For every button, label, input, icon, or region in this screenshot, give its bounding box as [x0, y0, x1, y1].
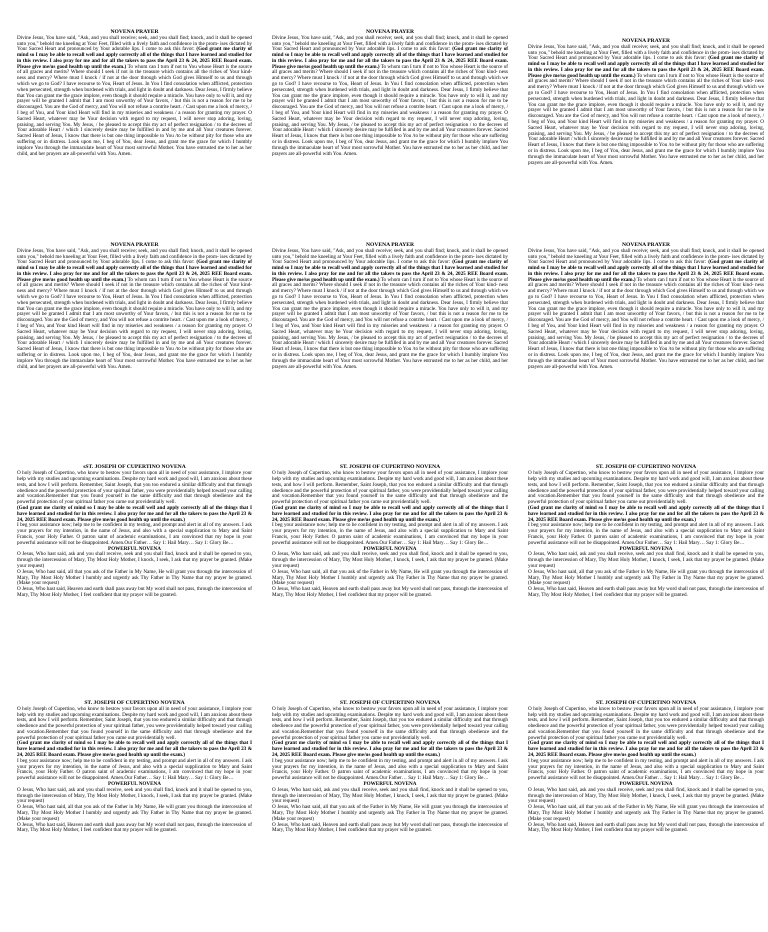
- joseph-intro: O holy Joseph of Cupertino, who know to bestow your favors upon all in need of your assistance, I implore your help with my studies and upcoming examinations. Despite my hard work and good will, I am anxious about these tests, and how I will perform. Remember, Saint Joseph, that you too endured a similar difficulty and that through obedience and the powerful protection of your spiritual father, you were providentially helped toward your calling and vocation.Remember that you found yourself in the same difficulty and that through obedience and the powerful protection of your spiritual father you came out providentially well.: [17, 705, 252, 741]
- powerful-novena-p3: O Jesus, Who hast said, Heaven and earth shall pass away but My word shall not pass, through the intercession of Mary, Thy Most Holy Mother, I feel confident that my prayer will be granted.: [17, 586, 252, 598]
- powerful-novena-subtitle: POWERFUL NOVENA: [108, 781, 161, 788]
- powerful-novena-p1: O Jesus, Who hast said, ask and you shall receive, seek and you shall find, knock and it shall be opened to you, through the intercession of Mary, Thy Most Holy Mother, I knock, I seek, I ask that my prayer be granted. (Make your request): [528, 551, 764, 569]
- novena-text: Divine Jesus, You have said, "Ask, and you shall receive; seek, and you shall find; knock, and it shall be opened unto you," behold me kneeling at Your Feet, filled with a lively faith and confidence in the prom- ises dictated by Your Sacred Heart and pronounced by Your adorable lips. I come to ask this favor: (God grant me clarity of mind so I may be able to recall well and apply correctly all of the things that I have learned and studied for in this review. I also pray for me and for all the takers to pass the April 23 & 24, 2025 REE Board exam. Please give me/us good health up until the exam.) To whom can I turn if not to You whose Heart is the source of all graces and merits? Where should I seek if not in the treasure which contains all the riches of Your kind- ness and mercy? Where must I knock / if not at the door through which God gives Himself to us and through which we go to God? I have recourse to You, Heart of Jesus. In You I find consolation when afflicted, protection when persecuted, strength when burdened with trials, and light in doubt and darkness. Dear Jesus, I firmly believe that You can grant me the grace implore, even though it should require a miracle. You have only to will it, and my prayer will be granted I admit that I am most unworthy of Your favors, / but this is not a reason for me to be discouraged. You are the God of mercy, and You will not refuse a contrite heart. / Cast upon me a look of mercy, / I beg of You, and Your kind Heart will find in my miseries and weakness / a reason for granting my prayer. O Sacred Heart, whatever may be Your decision with regard to my request, I will never stop adoring, loving, praising, and serving You. My Jesus, / be pleased to accept this my act of perfect resignation / to the decrees of Your adorable Heart / which I sincerely desire may be fulfilled in and by me and all Your creatures forever. Sacred Heart of Jesus, I know that there is but one thing impossible to You /to be without pity for those who are suffering or in distress. Look upon me, I beg of You, dear Jesus, and grant me the grace for which I humbly implore You through the immaculate heart of Your most sorrowful Mother. You have entrusted me to her as her child, and her prayers are all-powerful with You. Amen.: [272, 34, 508, 157]
- joseph-intro: O holy Joseph of Cupertino, who know to bestow your favors upon all in need of your assistance, I implore your help with my studies and upcoming examinations. Despite my hard work and good will, I am anxious about these tests, and how I will perform. Remember, Saint Joseph, that you too endured a similar difficulty and that through obedience and the powerful protection of your spiritual father, you were providentially helped toward your calling and vocation.Remember that you found yourself in the same difficulty and that through obedience and the powerful protection of your spiritual father you came out providentially well.: [272, 705, 508, 741]
- powerful-novena-p1: O Jesus, Who hast said, ask and you shall receive, seek and you shall find, knock and it shall be opened to you, through the intercession of Mary, Thy Most Holy Mother, I knock, I seek, I ask that my prayer be granted. (Make your request): [528, 786, 764, 805]
- powerful-novena-p3: O Jesus, Who hast said, Heaven and earth shall pass away but My word shall not pass, through the intercession of Mary, Thy Most Holy Mother, I feel confident that my prayer will be granted.: [17, 821, 252, 834]
- joseph-intro: O holy Joseph of Cupertino, who know to bestow your favors upon all in need of your assistance, I implore your help with my studies and upcoming examinations. Despite my hard work and good will, I am anxious about these tests, and how I will perform. Remember, Saint Joseph, that you too endured a similar difficulty and that through obedience and the powerful protection of your spiritual father, you were providentially helped toward your calling and vocation.Remember that you found yourself in the same difficulty and that through obedience and the powerful protection of your spiritual father you came out providentially well.: [528, 705, 764, 741]
- joseph-title: ST. JOSEPH OF CUPERTINO NOVENA: [339, 464, 441, 470]
- joseph-prayer-block: [272, 464, 508, 674]
- joseph-intention: (God grant me clarity of mind so I may be able to recall well and apply correctly all of the things that I have learned and studied for in this review. I also pray for me and for all the takers to pass the April 23 & 24, 2025 REE Board exam. Please give me/us good health up until the exam.): [272, 740, 508, 759]
- powerful-novena-p3: O Jesus, Who hast said, Heaven and earth shall pass away but My word shall not pass, through the intercession of Mary, Thy Most Holy Mother, I feel confident that my prayer will be granted.: [272, 821, 508, 834]
- joseph-body: I beg your assistance now; help me to be confident in my testing, and prompt and alert in all of my answers. I ask your prayers for my intention, in the name of Jesus, and also with a special supplication to Mary and Saint Francis, your Holy Father. O patron saint of academic examinations, I am convinced that my hope in your powerful assistance will not be disappointed. Amen.Our Father… Say 1: Hail Mary… Say 1: Glory Be…: [528, 757, 764, 782]
- joseph-prayer-block: [17, 464, 252, 674]
- novena-title: NOVENA PRAYER: [621, 38, 671, 44]
- powerful-novena-subtitle: POWERFUL NOVENA: [363, 781, 417, 788]
- joseph-intention: (God grant me clarity of mind so I may be able to recall well and apply correctly all of the things that I have learned and studied for in this review. I also pray for me and for all the takers to pass the April 23 & 24, 2025 REE Board exam. Please give me/us good health up until the exam.): [528, 504, 764, 523]
- novena-title: NOVENA PRAYER: [365, 29, 415, 35]
- joseph-intention: (God grant me clarity of mind so I may be able to recall well and apply correctly all of the things that I have learned and studied for in this review. I also pray for me and for all the takers to pass the April 23 & 24, 2025 REE Board exam. Please give me/us good health up until the exam.): [272, 504, 508, 523]
- joseph-intro: O holy Joseph of Cupertino, who know to bestow your favors upon all in need of your assistance, I implore your help with my studies and upcoming examinations. Despite my hard work and good will, I am anxious about these tests, and how I will perform. Remember, Saint Joseph, that you too endured a similar difficulty and that through obedience and the powerful protection of your spiritual father, you were providentially helped toward your calling and vocation.Remember that you found yourself in the same difficulty and that through obedience and the powerful protection of your spiritual father you came out providentially well.: [272, 470, 508, 506]
- powerful-novena-p2: O Jesus, Who hast said, all that you ask of the Father in My Name, He will grant you through the intercession of Mary, Thy Most Holy Mother I humbly and urgently ask Thy Father in Thy Name that my prayer be granted.(Make your request): [17, 804, 252, 822]
- powerful-novena-p2: O Jesus, Who hast said, all that you ask of the Father in My Name, He will grant you through the intercession of Mary, Thy Most Holy Mother I humbly and urgently ask Thy Father in Thy Name that my prayer be granted.(Make your request): [528, 568, 764, 587]
- novena-text: Divine Jesus, You have said, "Ask, and you shall receive; seek, and you shall find; knock, and it shall be opened unto you," behold me kneeling at Your Feet, filled with a lively faith and confidence in the prom- ises dictated by Your Sacred Heart and pronounced by Your adorable lips. I come to ask this favor: (God grant me clarity of mind so I may be able to recall well and apply correctly all of the things that I have learned and studied for in this review. I also pray for me and for all the takers to pass the April 23 & 24, 2025 REE Board exam. Please give me/us good health up until the exam.) To whom can I turn if not to You whose Heart is the source of all graces and merits? Where should I seek if not in the treasure which contains all the riches of Your kind- ness and mercy? Where must I knock / if not at the door through which God gives Himself to us and through which we go to God? I have recourse to You, Heart of Jesus. In You I find consolation when afflicted, protection when persecuted, strength when burdened with trials, and light in doubt and darkness. Dear Jesus, I firmly believe that You can grant me the grace implore, even though it should require a miracle. You have only to will it, and my prayer will be granted I admit that I am most unworthy of Your favors, / but this is not a reason for me to be discouraged. You are the God of mercy, and You will not refuse a contrite heart. / Cast upon me a look of mercy, / I beg of You, and Your kind Heart will find in my miseries and weakness / a reason for granting my prayer. O Sacred Heart, whatever may be Your decision with regard to my request, I will never stop adoring, loving, praising, and serving You. My Jesus, / be pleased to accept this my act of perfect resignation / to the decrees of Your adorable Heart / which I sincerely desire may be fulfilled in and by me and all Your creatures forever. Sacred Heart of Jesus, I know that there is but one thing impossible to You /to be without pity for those who are suffering or in distress. Look upon me, I beg of You, dear Jesus, and grant me the grace for which I humbly implore You through the immaculate heart of Your most sorrowful Mother. You have entrusted me to her as her child, and her prayers are all-powerful with You. Amen.: [272, 247, 508, 370]
- novena-prayer-block: [272, 29, 508, 233]
- joseph-body: I beg your assistance now; help me to be confident in my testing, and prompt and alert in all of my answers. I ask your prayers for my intention, in the name of Jesus, and also with a special supplication to Mary and Saint Francis, your Holy Father. O patron saint of academic examinations, I am convinced that my hope in your powerful assistance will not be disappointed. Amen.Our Father… Say 1: Hail Mary… Say 1: Glory Be…: [528, 522, 764, 546]
- powerful-novena-p2: O Jesus, Who hast said, all that you ask of the Father in My Name, He will grant you through the intercession of Mary, Thy Most Holy Mother I humbly and urgently ask Thy Father in Thy Name that my prayer be granted.(Make your request): [272, 804, 508, 822]
- powerful-novena-p2: O Jesus, Who hast said, all that you ask of the Father in My Name, He will grant you through the intercession of Mary, Thy Most Holy Mother I humbly and urgently ask Thy Father in Thy Name that my prayer be granted.(Make your request): [528, 804, 764, 822]
- powerful-novena-subtitle: POWERFUL NOVENA: [619, 545, 673, 552]
- powerful-novena-p3: O Jesus, Who hast said, Heaven and earth shall pass away but My word shall not pass, through the intercession of Mary, Thy Most Holy Mother, I feel confident that my prayer will be granted.: [528, 821, 764, 834]
- powerful-novena-p2: O Jesus, Who hast said, all that you ask of the Father in My Name, He will grant you through the intercession of Mary, Thy Most Holy Mother I humbly and urgently ask Thy Father in Thy Name that my prayer be granted.(Make your request): [17, 568, 252, 587]
- novena-prayer-block: [528, 242, 764, 444]
- joseph-prayer-block: [528, 700, 764, 906]
- joseph-body: I beg your assistance now; help me to be confident in my testing, and prompt and alert in all of my answers. I ask your prayers for my intention, in the name of Jesus, and also with a special supplication to Mary and Saint Francis, your Holy Father. O patron saint of academic examinations, I am convinced that my hope in your powerful assistance will not be disappointed. Amen.Our Father… Say 1: Hail Mary… Say 1: Glory Be…: [17, 757, 252, 782]
- powerful-novena-p2: O Jesus, Who hast said, all that you ask of the Father in My Name, He will grant you through the intercession of Mary, Thy Most Holy Mother I humbly and urgently ask Thy Father in Thy Name that my prayer be granted.(Make your request): [272, 568, 508, 587]
- novena-title: NOVENA PRAYER: [621, 242, 671, 248]
- joseph-intention: (God grant me clarity of mind so I may be able to recall well and apply correctly all of the things that I have learned and studied for in this review. I also pray for me and for all the takers to pass the April 23 & 24, 2025 REE Board exam. Please give me/us good health up until the exam.): [528, 740, 764, 759]
- joseph-intro: O holy Joseph of Cupertino, who know to bestow your favors upon all in need of your assistance, I implore your help with my studies and upcoming examinations. Despite my hard work and good will, I am anxious about these tests, and how I will perform. Remember, Saint Joseph, that you too endured a similar difficulty and that through obedience and the powerful protection of your spiritual father, you were providentially helped toward your calling and vocation.Remember that you found yourself in the same difficulty and that through obedience and the powerful protection of your spiritual father you came out providentially well.: [17, 470, 252, 506]
- powerful-novena-subtitle: POWERFUL NOVENA: [619, 781, 673, 788]
- novena-title: NOVENA PRAYER: [365, 242, 415, 248]
- joseph-intention: (God grant me clarity of mind so I may be able to recall well and apply correctly all of the things that I have learned and studied for in this review. I also pray for me and for all the takers to pass the April 23 & 24, 2025 REE Board exam. Please give me/us good health up until the exam.): [17, 504, 252, 523]
- joseph-body: I beg your assistance now; help me to be confident in my testing, and prompt and alert in all of my answers. I ask your prayers for my intention, in the name of Jesus, and also with a special supplication to Mary and Saint Francis, your Holy Father. O patron saint of academic examinations, I am convinced that my hope in your powerful assistance will not be disappointed. Amen.Our Father… Say 1: Hail Mary… Say 1: Glory Be…: [17, 522, 252, 546]
- joseph-intention: (God grant me clarity of mind so I may be able to recall well and apply correctly all of the things that I have learned and studied for in this review. I also pray for me and for all the takers to pass the April 23 & 24, 2025 REE Board exam. Please give me/us good health up until the exam.): [17, 740, 252, 759]
- joseph-title: sST. JOSEPH OF CUPERTINO NOVENA: [83, 464, 186, 470]
- joseph-title: ST. JOSEPH OF CUPERTINO NOVENA: [84, 700, 185, 706]
- novena-prayer-block: [17, 242, 252, 444]
- joseph-title: ST. JOSEPH OF CUPERTINO NOVENA: [595, 700, 697, 706]
- novena-prayer-block: [272, 242, 508, 444]
- novena-prayer-block: [17, 29, 252, 233]
- joseph-body: I beg your assistance now; help me to be confident in my testing, and prompt and alert in all of my answers. I ask your prayers for my intention, in the name of Jesus, and also with a special supplication to Mary and Saint Francis, your Holy Father. O patron saint of academic examinations, I am convinced that my hope in your powerful assistance will not be disappointed. Amen.Our Father… Say 1: Hail Mary… Say 1: Glory Be…: [272, 522, 508, 546]
- powerful-novena-p1: O Jesus, Who hast said, ask and you shall receive, seek and you shall find, knock and it shall be opened to you, through the intercession of Mary, Thy Most Holy Mother, I knock, I seek, I ask that my prayer be granted. (Make your request): [17, 786, 252, 805]
- joseph-intro: O holy Joseph of Cupertino, who know to bestow your favors upon all in need of your assistance, I implore your help with my studies and upcoming examinations. Despite my hard work and good will, I am anxious about these tests, and how I will perform. Remember, Saint Joseph, that you too endured a similar difficulty and that through obedience and the powerful protection of your spiritual father, you were providentially helped toward your calling and vocation.Remember that you found yourself in the same difficulty and that through obedience and the powerful protection of your spiritual father you came out providentially well.: [528, 470, 764, 506]
- novena-text: Divine Jesus, You have said, "Ask, and you shall receive; seek, and you shall find; knock, and it shall be opened unto you," behold me kneeling at Your Feet, filled with a lively faith and confidence in the prom- ises dictated by Your Sacred Heart and pronounced by Your adorable lips. I come to ask this favor: (God grant me clarity of mind so I may be able to recall well and apply correctly all of the things that I have learned and studied for in this review. I also pray for me and for all the takers to pass the April 23 & 24, 2025 REE Board exam. Please give me/us good health up until the exam.) To whom can I turn if not to You whose Heart is the source of all graces and merits? Where should I seek if not in the treasure which contains all the riches of Your kind- ness and mercy? Where must I knock / if not at the door through which God gives Himself to us and through which we go to God? I have recourse to You, Heart of Jesus. In You I find consolation when afflicted, protection when persecuted, strength when burdened with trials, and light in doubt and darkness. Dear Jesus, I firmly believe that You can grant me the grace implore, even though it should require a miracle. You have only to will it, and my prayer will be granted I admit that I am most unworthy of Your favors, / but this is not a reason for me to be discouraged. You are the God of mercy, and You will not refuse a contrite heart. / Cast upon me a look of mercy, / I beg of You, and Your kind Heart will find in my miseries and weakness / a reason for granting my prayer. O Sacred Heart, whatever may be Your decision with regard to my request, I will never stop adoring, loving, praising, and serving You. My Jesus, / be pleased to accept this my act of perfect resignation / to the decrees of Your adorable Heart / which I sincerely desire may be fulfilled in and by me and all Your creatures forever. Sacred Heart of Jesus, I know that there is but one thing impossible to You /to be without pity for those who are suffering or in distress. Look upon me, I beg of You, dear Jesus, and grant me the grace for which I humbly implore You through the immaculate heart of Your most sorrowful Mother. You have entrusted me to her as her child, and her prayers are all-powerful with You. Amen.: [17, 247, 252, 370]
- novena-prayer-block: [528, 38, 764, 242]
- novena-title: NOVENA PRAYER: [110, 242, 159, 248]
- novena-text: Divine Jesus, You have said, "Ask, and you shall receive; seek, and you shall find; knock, and it shall be opened unto you," behold me kneeling at Your Feet, filled with a lively faith and confidence in the prom- ises dictated by Your Sacred Heart and pronounced by Your adorable lips. I come to ask this favor: (God grant me clarity of mind so I may be able to recall well and apply correctly all of the things that I have learned and studied for in this review. I also pray for me and for all the takers to pass the April 23 & 24, 2025 REE Board exam. Please give me/us good health up until the exam.) To whom can I turn if not to You whose Heart is the source of all graces and merits? Where should I seek if not in the treasure which contains all the riches of Your kind- ness and mercy? Where must I knock / if not at the door through which God gives Himself to us and through which we go to God? I have recourse to You, Heart of Jesus. In You I find consolation when afflicted, protection when persecuted, strength when burdened with trials, and light in doubt and darkness. Dear Jesus, I firmly believe that You can grant me the grace implore, even though it should require a miracle. You have only to will it, and my prayer will be granted I admit that I am most unworthy of Your favors, / but this is not a reason for me to be discouraged. You are the God of mercy, and You will not refuse a contrite heart. / Cast upon me a look of mercy, / I beg of You, and Your kind Heart will find in my miseries and weakness / a reason for granting my prayer. O Sacred Heart, whatever may be Your decision with regard to my request, I will never stop adoring, loving, praising, and serving You. My Jesus, / be pleased to accept this my act of perfect resignation / to the decrees of Your adorable Heart / which I sincerely desire may be fulfilled in and by me and all Your creatures forever. Sacred Heart of Jesus, I know that there is but one thing impossible to You /to be without pity for those who are suffering or in distress. Look upon me, I beg of You, dear Jesus, and grant me the grace for which I humbly implore You through the immaculate heart of Your most sorrowful Mother. You have entrusted me to her as her child, and her prayers are all-powerful with You. Amen.: [528, 43, 764, 166]
- joseph-prayer-block: [17, 700, 252, 906]
- powerful-novena-subtitle: POWERFUL NOVENA: [363, 545, 417, 552]
- joseph-prayer-block: [272, 700, 508, 906]
- powerful-novena-p3: O Jesus, Who hast said, Heaven and earth shall pass away but My word shall not pass, through the intercession of Mary, Thy Most Holy Mother, I feel confident that my prayer will be granted.: [272, 586, 508, 598]
- joseph-title: ST. JOSEPH OF CUPERTINO NOVENA: [595, 464, 697, 470]
- novena-title: NOVENA PRAYER: [110, 29, 159, 35]
- powerful-novena-p3: O Jesus, Who hast said, Heaven and earth shall pass away but My word shall not pass, through the intercession of Mary, Thy Most Holy Mother, I feel confident that my prayer will be granted.: [528, 586, 764, 598]
- novena-text: Divine Jesus, You have said, "Ask, and you shall receive; seek, and you shall find; knock, and it shall be opened unto you," behold me kneeling at Your Feet, filled with a lively faith and confidence in the prom- ises dictated by Your Sacred Heart and pronounced by Your adorable lips. I come to ask this favor: (God grant me clarity of mind so I may be able to recall well and apply correctly all of the things that I have learned and studied for in this review. I also pray for me and for all the takers to pass the April 23 & 24, 2025 REE Board exam. Please give me/us good health up until the exam.) To whom can I turn if not to You whose Heart is the source of all graces and merits? Where should I seek if not in the treasure which contains all the riches of Your kind- ness and mercy? Where must I knock / if not at the door through which God gives Himself to us and through which we go to God? I have recourse to You, Heart of Jesus. In You I find consolation when afflicted, protection when persecuted, strength when burdened with trials, and light in doubt and darkness. Dear Jesus, I firmly believe that You can grant me the grace implore, even though it should require a miracle. You have only to will it, and my prayer will be granted I admit that I am most unworthy of Your favors, / but this is not a reason for me to be discouraged. You are the God of mercy, and You will not refuse a contrite heart. / Cast upon me a look of mercy, / I beg of You, and Your kind Heart will find in my miseries and weakness / a reason for granting my prayer. O Sacred Heart, whatever may be Your decision with regard to my request, I will never stop adoring, loving, praising, and serving You. My Jesus, / be pleased to accept this my act of perfect resignation / to the decrees of Your adorable Heart / which I sincerely desire may be fulfilled in and by me and all Your creatures forever. Sacred Heart of Jesus, I know that there is but one thing impossible to You /to be without pity for those who are suffering or in distress. Look upon me, I beg of You, dear Jesus, and grant me the grace for which I humbly implore You through the immaculate heart of Your most sorrowful Mother. You have entrusted me to her as her child, and her prayers are all-powerful with You. Amen.: [17, 34, 252, 157]
- powerful-novena-p1: O Jesus, Who hast said, ask and you shall receive, seek and you shall find, knock and it shall be opened to you, through the intercession of Mary, Thy Most Holy Mother, I knock, I seek, I ask that my prayer be granted. (Make your request): [17, 551, 252, 569]
- joseph-prayer-block: [528, 464, 764, 674]
- joseph-body: I beg your assistance now; help me to be confident in my testing, and prompt and alert in all of my answers. I ask your prayers for my intention, in the name of Jesus, and also with a special supplication to Mary and Saint Francis, your Holy Father. O patron saint of academic examinations, I am convinced that my hope in your powerful assistance will not be disappointed. Amen.Our Father… Say 1: Hail Mary… Say 1: Glory Be…: [272, 757, 508, 782]
- powerful-novena-subtitle: POWERFUL NOVENA: [108, 545, 161, 552]
- joseph-title: ST. JOSEPH OF CUPERTINO NOVENA: [339, 700, 441, 706]
- powerful-novena-p1: O Jesus, Who hast said, ask and you shall receive, seek and you shall find, knock and it shall be opened to you, through the intercession of Mary, Thy Most Holy Mother, I knock, I seek, I ask that my prayer be granted. (Make your request): [272, 786, 508, 805]
- powerful-novena-p1: O Jesus, Who hast said, ask and you shall receive, seek and you shall find, knock and it shall be opened to you, through the intercession of Mary, Thy Most Holy Mother, I knock, I seek, I ask that my prayer be granted. (Make your request): [272, 551, 508, 569]
- novena-text: Divine Jesus, You have said, "Ask, and you shall receive; seek, and you shall find; knock, and it shall be opened unto you," behold me kneeling at Your Feet, filled with a lively faith and confidence in the prom- ises dictated by Your Sacred Heart and pronounced by Your adorable lips. I come to ask this favor: (God grant me clarity of mind so I may be able to recall well and apply correctly all of the things that I have learned and studied for in this review. I also pray for me and for all the takers to pass the April 23 & 24, 2025 REE Board exam. Please give me/us good health up until the exam.) To whom can I turn if not to You whose Heart is the source of all graces and merits? Where should I seek if not in the treasure which contains all the riches of Your kind- ness and mercy? Where must I knock / if not at the door through which God gives Himself to us and through which we go to God? I have recourse to You, Heart of Jesus. In You I find consolation when afflicted, protection when persecuted, strength when burdened with trials, and light in doubt and darkness. Dear Jesus, I firmly believe that You can grant me the grace implore, even though it should require a miracle. You have only to will it, and my prayer will be granted I admit that I am most unworthy of Your favors, / but this is not a reason for me to be discouraged. You are the God of mercy, and You will not refuse a contrite heart. / Cast upon me a look of mercy, / I beg of You, and Your kind Heart will find in my miseries and weakness / a reason for granting my prayer. O Sacred Heart, whatever may be Your decision with regard to my request, I will never stop adoring, loving, praising, and serving You. My Jesus, / be pleased to accept this my act of perfect resignation / to the decrees of Your adorable Heart / which I sincerely desire may be fulfilled in and by me and all Your creatures forever. Sacred Heart of Jesus, I know that there is but one thing impossible to You /to be without pity for those who are suffering or in distress. Look upon me, I beg of You, dear Jesus, and grant me the grace for which I humbly implore You through the immaculate heart of Your most sorrowful Mother. You have entrusted me to her as her child, and her prayers are all-powerful with You. Amen.: [528, 247, 764, 370]
